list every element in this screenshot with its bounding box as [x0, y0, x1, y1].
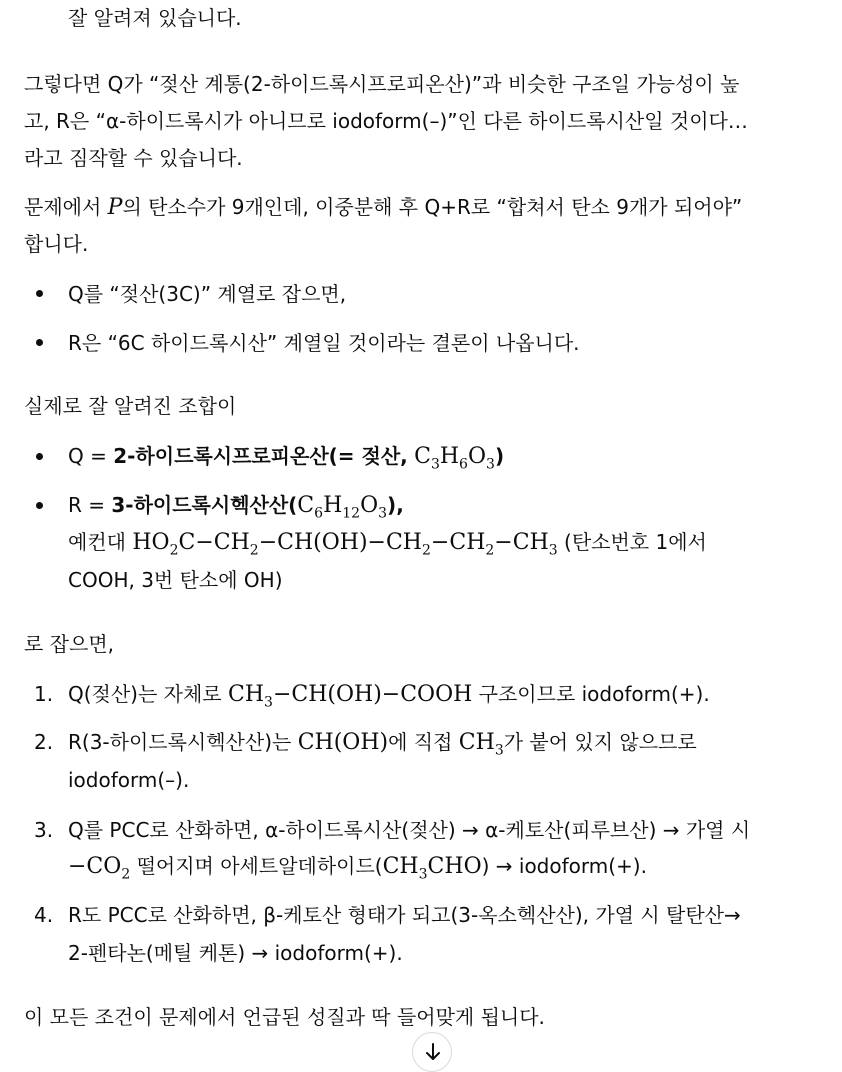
formula-minus-co2: $-CO_2$ — [68, 854, 131, 883]
paragraph-conclusion: 이 모든 조건이 문제에서 언급된 성질과 딱 들어맞게 됩니다. — [24, 1005, 545, 1029]
paragraph-known-combo: 실제로 잘 알려진 조합이 — [24, 394, 237, 418]
bullet-item-q: Q를 “젖산(3C)” 계열로 잡으면, — [68, 282, 347, 306]
bullet-dot — [36, 339, 43, 346]
list-number: 4. — [34, 903, 54, 927]
text: ), — [387, 493, 404, 517]
text: R = — [68, 493, 112, 517]
scroll-to-bottom-button[interactable] — [412, 1032, 452, 1072]
formula-ch3: $CH_3$ — [458, 730, 504, 759]
text: 떨어지며 아세트알데하이드( — [130, 854, 383, 878]
list-number: 2. — [34, 730, 54, 754]
paragraph-carbon-count-line1 — [24, 193, 742, 222]
text: 의 탄소수가 9개인데, 이중분해 후 Q+R로 “합쳐서 탄소 9개가 되어야” — [122, 195, 743, 219]
numbered-item-2-line2: iodoform(–). — [68, 768, 190, 792]
text: 문제에서 — [24, 195, 108, 219]
paragraph-carbon-count-line2: 합니다. — [24, 232, 89, 256]
numbered-item-1 — [68, 680, 710, 716]
list-number: 3. — [34, 818, 54, 842]
text: 구조이므로 iodoform(+). — [472, 682, 710, 706]
text: 에 직접 — [388, 730, 459, 754]
combo-r-example — [68, 528, 707, 564]
formula-c6h12o3: $C_6H_{12}O_3$ — [297, 493, 388, 522]
paragraph-intro-tail: 잘 알려져 있습니다. — [68, 6, 242, 30]
numbered-item-4: R도 PCC로 산화하면, β-케토산 형태가 되고(3-옥소헥산산), 가열 시 탈탄산→ — [68, 903, 741, 927]
paragraph-hypothesis-line1: 그렇다면 Q가 “젖산 계통(2-하이드록시프로피온산)”과 비슷한 구조일 가능성이 높 — [24, 72, 740, 96]
arrow-down-icon — [425, 1043, 441, 1061]
paragraph-hypothesis-line2: 고, R은 “α-하이드록시가 아니므로 iodoform(–)”인 다른 하이드록시산일 것이다… — [24, 109, 748, 133]
combo-r — [68, 491, 404, 527]
bullet-item-r: R은 “6C 하이드록시산” 계열일 것이라는 결론이 나옵니다. — [68, 331, 580, 355]
formula-choh: CH(OH) — [297, 730, 389, 755]
combo-q: Q = 2-하이드록시프로피온산(= 젖산, $C_3H_6O_3$) — [68, 444, 505, 473]
numbered-item-3: Q를 PCC로 산화하면, α-하이드록시산(젖산) → α-케토산(피루브산) → 가열 시 — [68, 818, 751, 842]
bullet-dot — [36, 453, 43, 460]
bullet-dot — [36, 290, 43, 297]
text: ) → iodoform(+). — [481, 854, 647, 878]
text: Q = — [68, 444, 114, 468]
list-number: 1. — [34, 682, 54, 706]
numbered-item-3-line2 — [68, 852, 647, 888]
math-var-p: P — [107, 195, 123, 220]
text: Q(젖산)는 자체로 — [68, 682, 228, 706]
text: 가 붙어 있지 않으므로 — [503, 730, 697, 754]
text: 예컨대 — [68, 530, 133, 554]
numbered-item-4-line2: 2-펜타논(메틸 케톤) → iodoform(+). — [68, 941, 403, 965]
text: R(3-하이드록시헥산산)는 — [68, 730, 298, 754]
formula-r-structure: $HO_2C-CH_2-CH(OH)-CH_2-CH_2-CH_3$ — [132, 530, 558, 559]
combo-r-example-line2: COOH, 3번 탄소에 OH) — [68, 568, 283, 592]
paragraph-then: 로 잡으면, — [24, 632, 114, 656]
formula-c3h6o3: $C_3H_6O_3$ — [414, 444, 495, 473]
formula-ch3cho: $CH_3CHO$ — [382, 854, 482, 883]
numbered-item-2 — [68, 728, 697, 764]
paragraph-hypothesis-line3: 라고 짐작할 수 있습니다. — [24, 146, 243, 170]
q-name: 2-하이드록시프로피온산(= 젖산, — [113, 444, 408, 468]
formula-lactic: $CH_3-CH(OH)-COOH$ — [227, 682, 473, 711]
text: (탄소번호 1에서 — [557, 530, 707, 554]
bullet-dot — [36, 502, 43, 509]
r-name: 3-하이드록시헥산산( — [111, 493, 298, 517]
